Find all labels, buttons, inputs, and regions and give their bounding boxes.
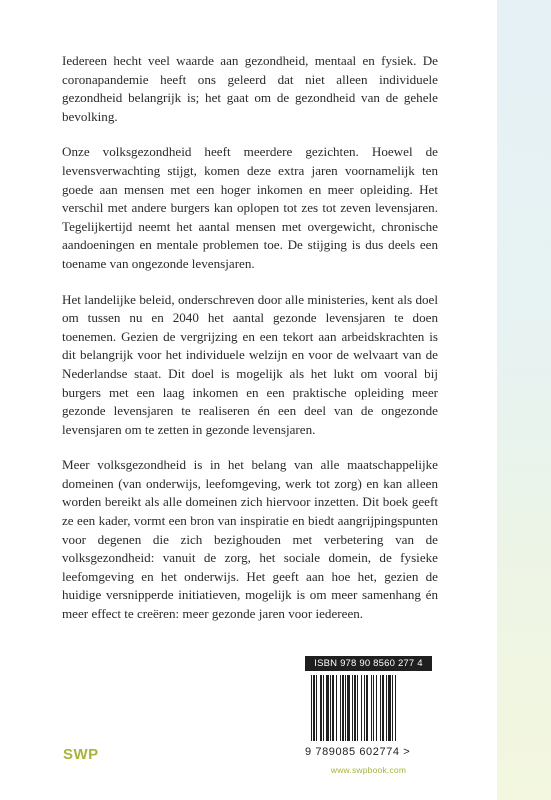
spine-gradient-strip	[497, 0, 551, 800]
barcode-bar	[340, 675, 341, 741]
barcode-bar	[357, 675, 358, 741]
barcode-bar	[364, 675, 365, 741]
barcode-bar	[373, 675, 374, 741]
barcode-bar	[330, 675, 331, 741]
barcode-bar	[323, 675, 324, 741]
barcode-bar	[386, 675, 387, 741]
barcode-bars	[305, 675, 432, 745]
barcode-bar	[380, 675, 381, 741]
barcode-bar	[326, 675, 329, 741]
blurb-paragraph-4: Meer volksgezondheid is in het belang van alle maatschappelijke domeinen (van onderwijs, leefomgeving, werk tot zorg) en kan alleen worden bereikt als alle domeinen zich hiervoor inzetten. Dit boek geeft ze een kader, vormt een bron van inspiratie en biedt aangrijpingspunten voor degenen die zich bezighouden met verbetering van de volksgezondheid: vanuit de zorg, het sociale domein, de fysieke leefomgeving en het onderwijs. Het geeft aan hoe het, gezien de huidige versnipperde initiatieven, mogelijk is om meer samenhang én meer effect te creëren: meer gezonde jaren voor iedereen.	[62, 457, 438, 622]
barcode-bar	[336, 675, 337, 741]
barcode-bar	[392, 675, 393, 741]
publisher-url: www.swpbook.com	[330, 765, 407, 775]
blurb-paragraph-2: Onze volksgezondheid heeft meerdere gezichten. Hoewel de levensverwachting stijgt, komen deze extra jaren voornamelijk ten goede aan mensen met een hoger inkomen en meer opleiding. Het verschil met andere burgers kan oplopen tot zes tot zeven levensjaren. Tegelijkertijd neemt het aantal mensen met overgewicht, chronische aandoeningen en mentale problemen toe. De stijging is dus deels een toename van ongezonde levensjaren.	[62, 144, 438, 271]
barcode-bar	[311, 675, 312, 741]
barcode-bar	[345, 675, 346, 741]
barcode-bar	[354, 675, 356, 741]
barcode-bar	[316, 675, 317, 741]
barcode-digits: 9 789085 602774 >	[305, 746, 411, 758]
barcode-bar	[320, 675, 322, 741]
barcode-bar	[376, 675, 377, 741]
barcode-bar	[361, 675, 362, 741]
publisher-logo: SWP	[63, 746, 99, 763]
barcode-bar	[342, 675, 344, 741]
barcode-bar	[395, 675, 396, 741]
blurb-text	[62, 52, 438, 641]
barcode-bar	[366, 675, 368, 741]
barcode-bar	[382, 675, 384, 741]
barcode-bar	[352, 675, 353, 741]
blurb-paragraph-1: Iedereen hecht veel waarde aan gezondheid, mentaal en fysiek. De coronapandemie heeft ons geleerd dat niet alleen individuele gezondheid belangrijk is; het gaat om de gezondheid van de gehele bevolking.	[62, 53, 438, 124]
barcode-bar	[388, 675, 391, 741]
barcode-bar	[371, 675, 372, 741]
barcode-bar	[332, 675, 334, 741]
isbn-label: ISBN 978 90 8560 277 4	[305, 656, 432, 671]
isbn-barcode	[305, 656, 432, 768]
barcode-bar	[347, 675, 350, 741]
blurb-paragraph-3: Het landelijke beleid, onderschreven door alle ministeries, kent als doel om tussen nu en 2040 het aantal gezonde levensjaren te doen toenemen. Gezien de vergrijzing en een tekort aan arbeidskrachten is dit belangrijk voor het individuele welzijn en voor de welvaart van de Nederlandse staat. Dit doel is mogelijk als het lukt om vooral bij burgers met een laag inkomen en een praktische opleiding meer gezonde levensjaren te realiseren én een deel van de ongezonde levensjaren om te zetten in gezonde levensjaren.	[62, 291, 438, 437]
barcode-bar	[313, 675, 315, 741]
